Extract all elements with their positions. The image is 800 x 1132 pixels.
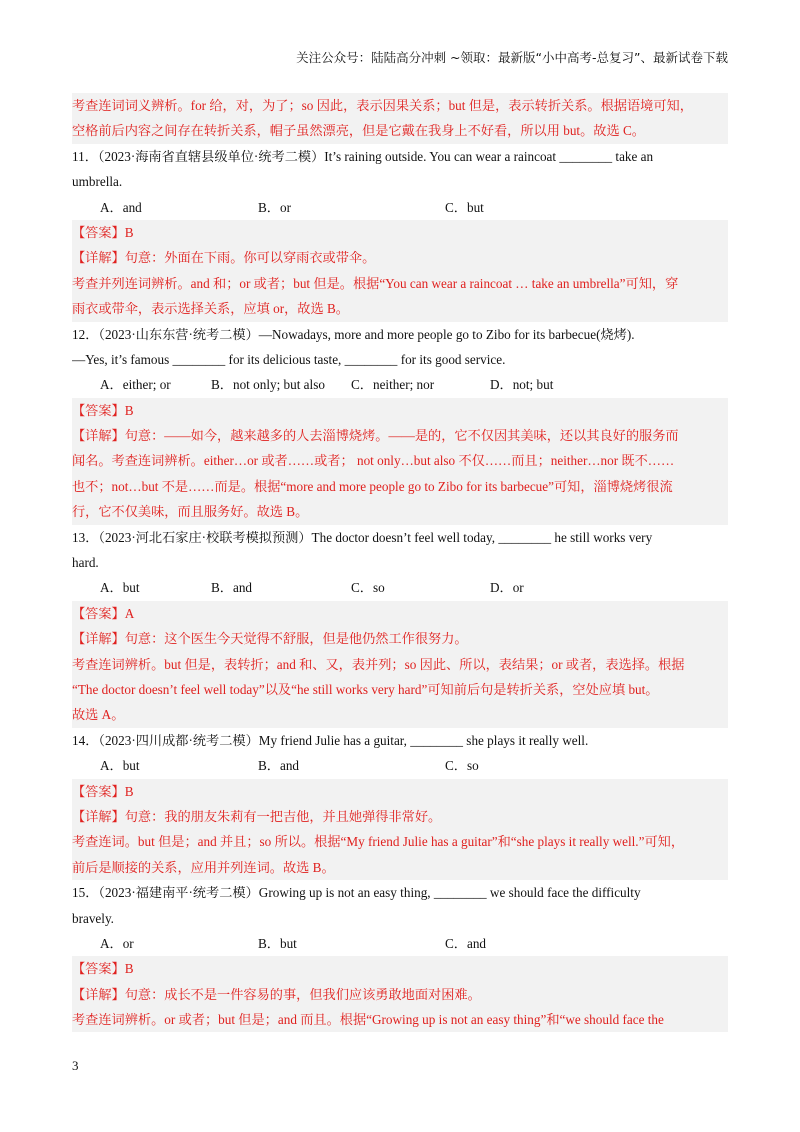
question-stem: —Yes, it’s famous ________ for its delicious taste, ________ for its good service. <box>72 351 506 367</box>
detail-line: 考查并列连词辨析。and 和；or 或者；but 但是。根据“You can wear a raincoat … take an umbrella”可知，穿 <box>72 275 679 291</box>
answer-label: 【答案】B <box>72 783 134 799</box>
page-content <box>72 93 728 1032</box>
option-b: B．but <box>258 935 297 951</box>
question-stem: 13．（2023·河北石家庄·校联考模拟预测）The doctor doesn’t feel well today, ________ he still works very <box>72 529 653 545</box>
question-stem: 11．（2023·海南省直辖县级单位·统考二模）It’s raining outside. You can wear a raincoat ________ take an <box>72 148 654 164</box>
detail-line: 行，它不仅美味，而且服务好。故选 B。 <box>72 504 309 520</box>
answer-label: 【答案】B <box>72 224 134 240</box>
answer-block <box>72 601 728 728</box>
options-row <box>72 195 728 220</box>
question-13 <box>72 525 728 728</box>
option-b: B．not only; but also <box>211 377 325 393</box>
options-row <box>72 575 728 600</box>
detail-line: 【详解】句意：成长不是一件容易的事，但我们应该勇敢地面对困难。 <box>72 986 481 1002</box>
option-a: A．but <box>100 580 140 596</box>
option-c: C．so <box>445 758 479 774</box>
answer-block <box>72 956 728 1032</box>
option-a: A．or <box>100 935 134 951</box>
option-c: C．and <box>445 935 487 951</box>
question-12 <box>72 322 728 525</box>
detail-line: 考查连词辨析。but 但是，表转折；and 和、又，表并列；so 因此、所以，表结果；or 或者，表选择。根据 <box>72 656 685 672</box>
options-row <box>72 753 728 778</box>
detail-line: 雨衣或带伞，表示选择关系，应填 or，故选 B。 <box>72 301 349 317</box>
answer-block <box>72 398 728 525</box>
question-stem: 14．（2023·四川成都·统考二模）My friend Julie has a guitar, ________ she plays it really well. <box>72 732 589 748</box>
detail-line: 【详解】句意：这个医生今天觉得不舒服，但是他仍然工作很努力。 <box>72 631 468 647</box>
detail-line: “The doctor doesn’t feel well today”以及“he still works very hard”可知前后句是转折关系，空处应填 but。 <box>72 681 659 697</box>
option-a: A．either; or <box>100 377 171 393</box>
question-stem: 15．（2023·福建南平·统考二模）Growing up is not an easy thing, ________ we should face the difficulty <box>72 885 641 901</box>
question-stem: hard. <box>72 555 99 571</box>
detail-line: 【详解】句意：外面在下雨。你可以穿雨衣或带伞。 <box>72 250 376 266</box>
answer-label: 【答案】B <box>72 402 134 418</box>
detail-line: 【详解】句意：我的朋友朱莉有一把吉他，并且她弹得非常好。 <box>72 808 442 824</box>
detail-line: 考查连词。but 但是；and 并且；so 所以。根据“My friend Julie has a guitar”和“she plays it really well.”可知， <box>72 834 685 850</box>
options-row <box>72 372 728 397</box>
question-15 <box>72 880 728 1032</box>
option-a: A．but <box>100 758 140 774</box>
detail-line: 故选 A。 <box>72 707 125 723</box>
explanation-line: 空格前后内容之间存在转折关系，帽子虽然漂亮，但是它戴在我身上不好看，所以用 but。故选 C。 <box>72 123 645 139</box>
answer-block <box>72 779 728 881</box>
option-d: D．or <box>490 580 524 596</box>
question-stem: bravely. <box>72 910 114 926</box>
option-c: C．but <box>445 199 484 215</box>
option-b: B．or <box>258 199 291 215</box>
answer-label: 【答案】A <box>72 605 135 621</box>
detail-line: 前后是顺接的关系，应用并列连词。故选 B。 <box>72 859 335 875</box>
detail-line: 闻名。考查连词辨析。either…or 或者……或者； not only…but also 不仅……而且；neither…nor 既不…… <box>72 453 675 469</box>
question-stem: 12．（2023·山东东营·统考二模）—Nowadays, more and more people go to Zibo for its barbecue(烧烤). <box>72 326 635 342</box>
detail-line: 也不；not…but 不是……而是。根据“more and more people go to Zibo for its barbecue”可知，淄博烧烤很流 <box>72 478 673 494</box>
option-b: B．and <box>258 758 300 774</box>
detail-line: 考查连词辨析。or 或者；but 但是；and 而且。根据“Growing up is not an easy thing”和“we should face the <box>72 1012 664 1028</box>
option-c: C．neither; nor <box>351 377 435 393</box>
detail-line: 【详解】句意：——如今，越来越多的人去淄博烧烤。——是的，它不仅因其美味，还以其良好的服务而 <box>72 428 679 444</box>
option-c: C．so <box>351 580 385 596</box>
explanation-line: 考查连词词义辨析。for 给，对，为了；so 因此，表示因果关系；but 但是，表示转折关系。根据语境可知， <box>72 98 693 113</box>
prev-explanation <box>72 93 728 144</box>
page-number: 3 <box>72 1058 79 1073</box>
option-a: A．and <box>100 199 142 215</box>
option-b: B．and <box>211 580 253 596</box>
page-header: 关注公众号：陆陆高分冲刺 ~领取：最新版“小中高考-总复习”、最新试卷下载 <box>296 50 728 65</box>
question-11 <box>72 144 728 322</box>
option-d: D．not; but <box>490 377 554 393</box>
question-stem: umbrella. <box>72 174 123 190</box>
answer-block <box>72 220 728 322</box>
answer-label: 【答案】B <box>72 961 134 977</box>
question-14 <box>72 728 728 880</box>
options-row <box>72 931 728 956</box>
